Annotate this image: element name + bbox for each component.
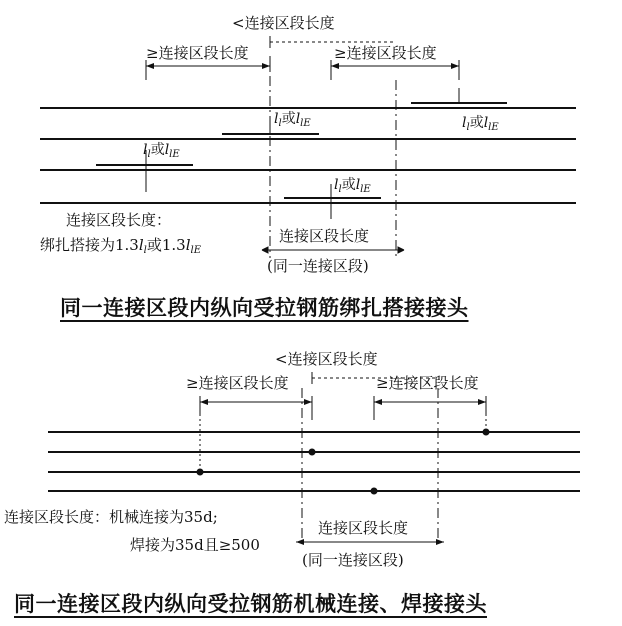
bottom-ge-span-left-label: ≥连接区段长度 xyxy=(186,374,289,392)
lap-length-label-1: $l_l$或$l_{lE}$ xyxy=(462,115,499,133)
bottom-section-label: 连接区段长度 xyxy=(318,519,409,537)
joint-dot-3 xyxy=(197,469,204,476)
bottom-caption: 同一连接区段内纵向受拉钢筋机械连接、焊接接头 xyxy=(14,592,487,616)
ge-span-left-label: ≥连接区段长度 xyxy=(146,44,249,62)
bottom-note-line-2: 焊接为35d且≥500 xyxy=(130,536,260,554)
bottom-section-sub-label: (同一连接区段) xyxy=(302,551,404,569)
top-section-sub-label: (同一连接区段) xyxy=(267,257,369,275)
top-caption: 同一连接区段内纵向受拉钢筋绑扎搭接接头 xyxy=(60,296,469,320)
lap-length-label-4: $l_l$或$l_{lE}$ xyxy=(334,177,371,195)
joint-dot-4 xyxy=(371,488,378,495)
ge-span-right-label: ≥连接区段长度 xyxy=(334,44,437,62)
top-note-line-1: 连接区段长度： xyxy=(66,211,172,229)
lt-span-label: <连接区段长度 xyxy=(232,14,335,32)
top-note-line-2: 绑扎搭接为$1.3l_l$或$1.3l_{lE}$ xyxy=(40,236,202,256)
lap-length-label-2: $l_l$或$l_{lE}$ xyxy=(274,111,311,129)
bottom-lt-span-label: <连接区段长度 xyxy=(275,350,378,368)
joint-dot-1 xyxy=(483,429,490,436)
bottom-ge-span-right-label: ≥连接区段长度 xyxy=(376,374,479,392)
joint-dot-2 xyxy=(309,449,316,456)
top-section-label: 连接区段长度 xyxy=(279,227,370,245)
lap-length-label-3: $l_l$或$l_{lE}$ xyxy=(143,142,180,160)
bottom-note-line-1: 连接区段长度：机械连接为35d; xyxy=(4,508,218,526)
